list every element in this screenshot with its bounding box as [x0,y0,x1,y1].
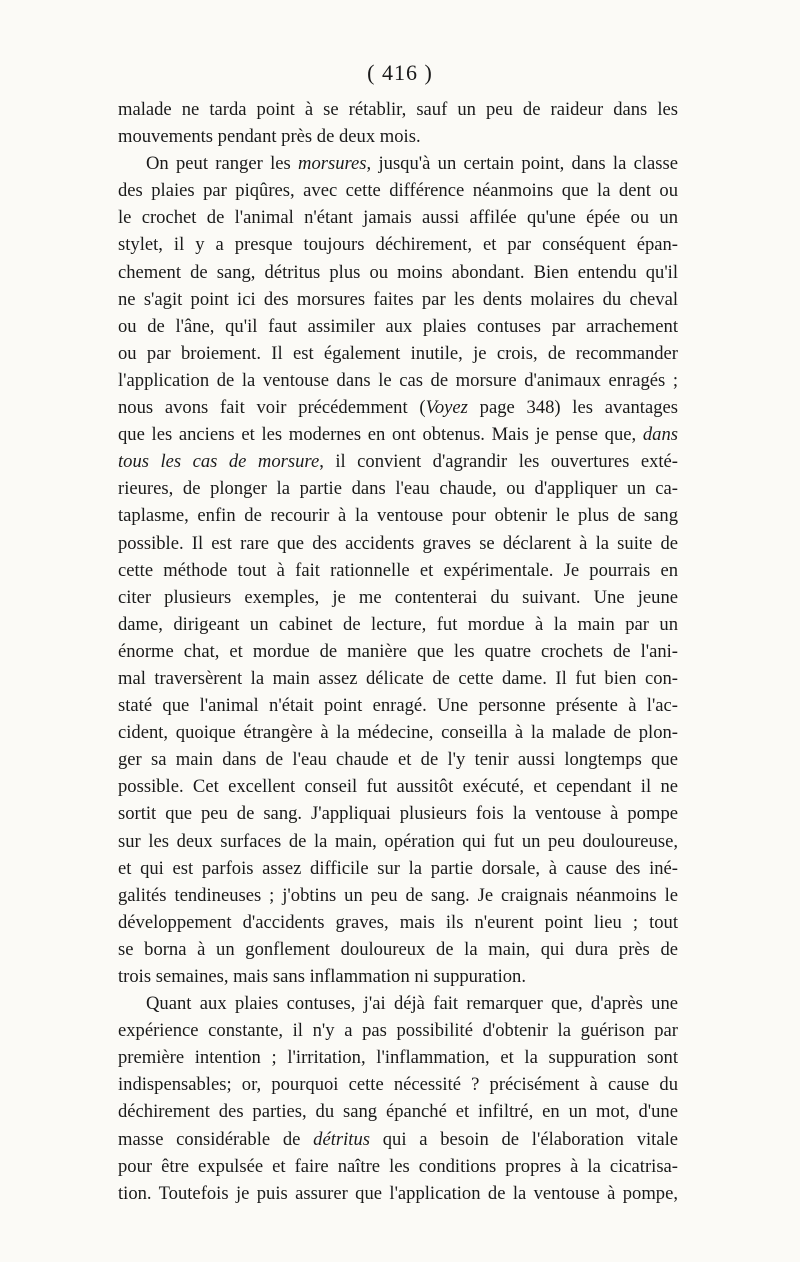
text-line: expérience constante, il n'y a pas possibilité d'obtenir la guérison par [118,1020,678,1042]
text-line: indispensables; or, pourquoi cette nécessité ? précisément à cause du [118,1074,678,1096]
text-line: sur les deux surfaces de la main, opération qui fut un peu douloureuse, [118,830,678,852]
text-line: ne s'agit point ici des morsures faites par les dents molaires du cheval [118,288,678,310]
text-line: tous les cas de morsure, il convient d'agrandir les ouvertures exté- [118,451,678,473]
text-line: ou par broiement. Il est également inutile, je crois, de recommander [118,342,678,364]
body-text [118,96,678,1207]
text-line: citer plusieurs exemples, je me contenterai du suivant. Une jeune [118,586,678,608]
text-line: trois semaines, mais sans inflammation ni suppuration. [118,966,526,987]
text-line: malade ne tarda point à se rétablir, sauf un peu de raideur dans les [118,99,678,120]
text-line: l'application de la ventouse dans le cas de morsure d'animaux enragés ; [118,369,678,391]
text-line: cette méthode tout à fait rationnelle et expérimentale. Je pourrais en [118,559,678,581]
text-line: sortit que peu de sang. J'appliquai plusieurs fois la ventouse à pompe [118,803,678,825]
text-line: développement d'accidents graves, mais ils n'eurent point lieu ; tout [118,911,678,933]
text-line: staté que l'animal n'était point enragé. Une personne présente à l'ac- [118,695,678,717]
text-line: se borna à un gonflement douloureux de la main, qui dura près de [118,938,678,960]
text-line: ger sa main dans de l'eau chaude et de l'y tenir aussi longtemps que [118,749,678,771]
text-line: possible. Cet excellent conseil fut aussitôt exécuté, et cependant il ne [118,776,678,798]
text-line: possible. Il est rare que des accidents graves se déclarent à la suite de [118,532,678,554]
text-line: nous avons fait voir précédemment (Voyez page 348) les avantages [118,397,679,419]
text-line: première intention ; l'irritation, l'inflammation, et la suppuration sont [118,1047,678,1069]
text-line: masse considérable de détritus qui a besoin de l'élaboration vitale [118,1128,678,1150]
text-line: stylet, il y a presque toujours déchirement, et par conséquent épan- [118,234,678,256]
text-line: galités tendineuses ; j'obtins un peu de sang. Je craignais néanmoins le [118,884,678,906]
text-line: taplasme, enfin de recourir à la ventouse pour obtenir le plus de sang [118,505,678,527]
text-line: On peut ranger les morsures, jusqu'à un certain point, dans la classe [146,153,679,175]
text-line: le crochet de l'animal n'étant jamais aussi affilée qu'une épée ou un [118,207,678,229]
text-line: rieures, de plonger la partie dans l'eau chaude, ou d'appliquer un ca- [118,478,678,500]
text-line: dame, dirigeant un cabinet de lecture, fut mordue à la main par un [118,613,678,635]
text-line: chement de sang, détritus plus ou moins abondant. Bien entendu qu'il [118,261,678,283]
page-number: ( 416 ) [367,60,433,85]
text-line: tion. Toutefois je puis assurer que l'application de la ventouse à pompe, [118,1182,678,1204]
text-line: que les anciens et les modernes en ont obtenus. Mais je pense que, dans [118,424,678,446]
text-line: pour être expulsée et faire naître les conditions propres à la cicatrisa- [118,1155,678,1177]
text-line: mouvements pendant près de deux mois. [118,126,421,148]
text-line: des plaies par piqûres, avec cette différence néanmoins que la dent ou [118,180,678,202]
text-line: déchirement des parties, du sang épanché et infiltré, en un mot, d'une [118,1101,678,1123]
text-line: ou de l'âne, qu'il faut assimiler aux plaies contuses par arrachement [118,315,678,337]
text-line: cident, quoique étrangère à la médecine, conseilla à la malade de plon- [118,722,678,744]
text-line: énorme chat, et mordue de manière que les quatre crochets de l'ani- [118,640,678,662]
text-line: mal traversèrent la main assez délicate de cette dame. Il fut bien con- [118,667,678,689]
text-line: Quant aux plaies contuses, j'ai déjà fait remarquer que, d'après une [146,993,678,1015]
text-line: et qui est parfois assez difficile sur la partie dorsale, à cause des iné- [118,857,678,879]
